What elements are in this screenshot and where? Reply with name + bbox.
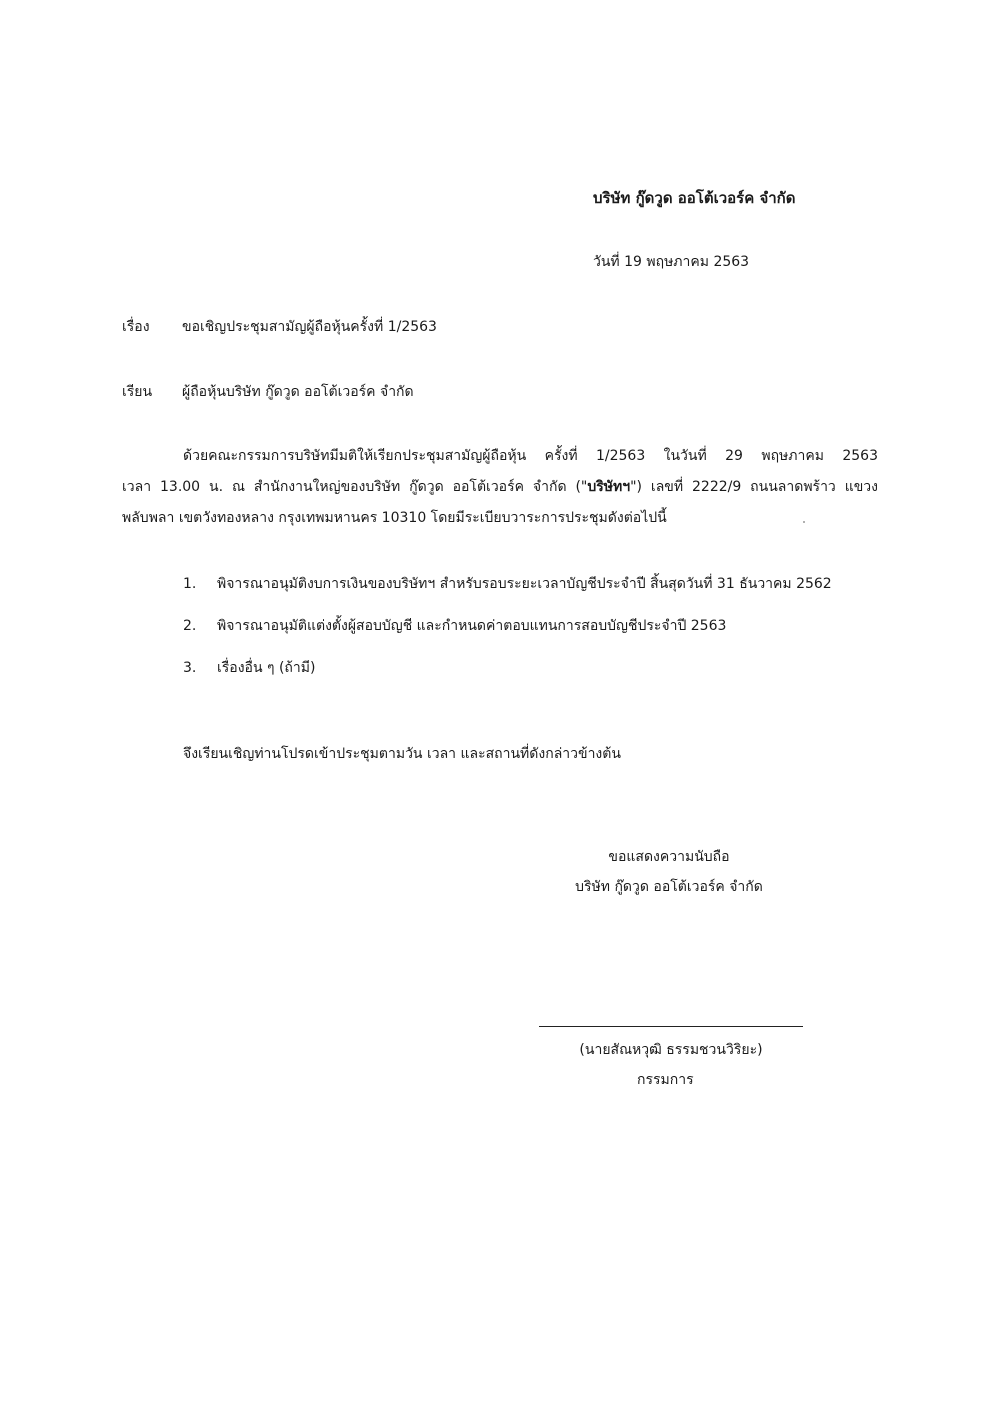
subject-value: ขอเชิญประชุมสามัญผู้ถือหุ้นครั้งที่ 1/2563: [182, 319, 437, 335]
company-header: บริษัท กู๊ดวูด ออโต้เวอร์ค จำกัด: [593, 189, 796, 207]
signoff-block: [566, 842, 772, 902]
body-line-2-end: ") เลขที่ 2222/9 ถนนลาดพร้าว แขวง: [630, 479, 879, 495]
recipient-row: [122, 381, 414, 403]
recipient-value: ผู้ถือหุ้นบริษัท กู๊ดวูด ออโต้เวอร์ค จำกัด: [182, 384, 414, 400]
letter-date: วันที่ 19 พฤษภาคม 2563: [593, 254, 750, 270]
agenda-list: [183, 573, 832, 699]
subject-label: เรื่อง: [122, 319, 150, 335]
agenda-item-text: พิจารณาอนุมัติแต่งตั้งผู้สอบบัญชี และกำหนดค่าตอบแทนการสอบบัญชีประจำปี 2563: [217, 618, 727, 634]
body-line-1: ด้วยคณะกรรมการบริษัทมีมติให้เรียกประชุมสามัญผู้ถือหุ้น ครั้งที่ 1/2563 ในวันที่ 29 พฤษภาคม 2563: [183, 448, 878, 464]
recipient-label: เรียน: [122, 384, 153, 400]
company-short-name: บริษัทฯ: [587, 479, 631, 495]
agenda-item: [183, 615, 832, 657]
body-line-3: พลับพลา เขตวังทองหลาง กรุงเทพมหานคร 10310 โดยมีระเบียบวาระการประชุมดังต่อไปนี้: [122, 510, 667, 526]
agenda-item-number: 2.: [183, 618, 197, 634]
agenda-item-number: 3.: [183, 660, 197, 676]
closing-sentence: จึงเรียนเชิญท่านโปรดเข้าประชุมตามวัน เวลา และสถานที่ดังกล่าวข้างต้น: [183, 746, 621, 762]
agenda-item-number: 1.: [183, 576, 197, 592]
scan-speck: [803, 521, 805, 523]
body-line-2-start: เวลา 13.00 น. ณ สำนักงานใหญ่ของบริษัท กู๊ดวูด ออโต้เวอร์ค จำกัด (": [122, 479, 588, 495]
signer-title: กรรมการ: [637, 1072, 694, 1088]
signature-line: [539, 1026, 803, 1027]
signoff-company: บริษัท กู๊ดวูด ออโต้เวอร์ค จำกัด: [575, 879, 763, 895]
body-line-2: [122, 472, 878, 503]
agenda-item: [183, 657, 832, 699]
subject-row: [122, 316, 437, 338]
regards-text: ขอแสดงความนับถือ: [608, 849, 730, 865]
agenda-item: [183, 573, 832, 615]
agenda-item-text: พิจารณาอนุมัติงบการเงินของบริษัทฯ สำหรับรอบระยะเวลาบัญชีประจำปี สิ้นสุดวันที่ 31 ธันวาคม 2562: [217, 576, 832, 592]
agenda-item-text: เรื่องอื่น ๆ (ถ้ามี): [217, 660, 316, 676]
signer-name: (นายสัณหวุฒิ ธรรมชวนวิริยะ): [579, 1042, 763, 1058]
body-paragraph: [122, 441, 878, 534]
